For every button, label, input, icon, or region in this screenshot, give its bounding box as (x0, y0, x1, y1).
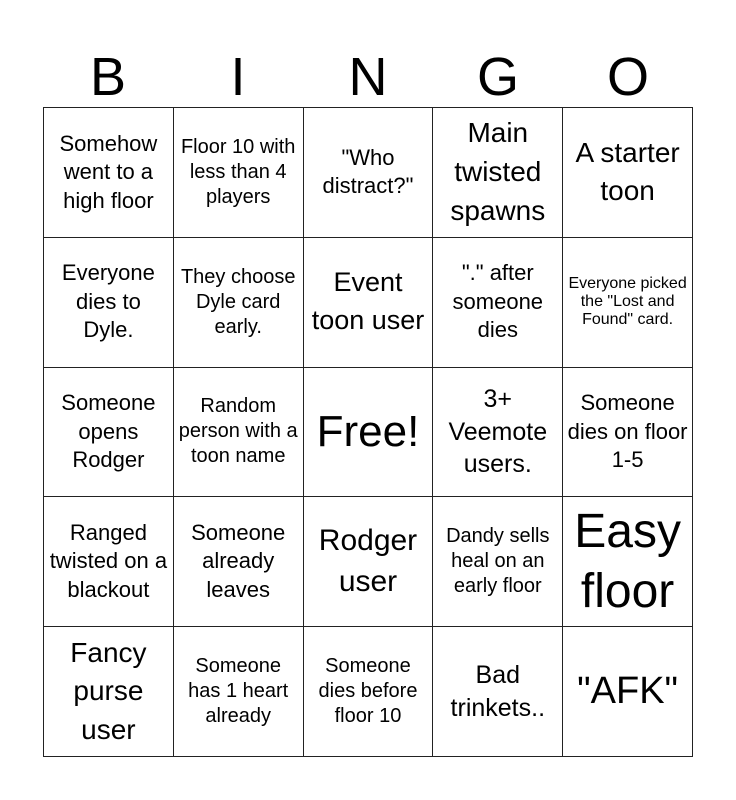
bingo-cell-r3-c1[interactable]: Someone opens Rodger (44, 368, 174, 498)
bingo-cell-r4-c5[interactable]: Easy floor (563, 497, 693, 627)
header-letter-n: N (348, 47, 388, 107)
header-letter-i: I (230, 47, 246, 107)
header-letter-g: G (476, 47, 519, 107)
bingo-cell-r4-c1[interactable]: Ranged twisted on a blackout (44, 497, 174, 627)
bingo-cell-r2-c4[interactable]: "." after someone dies (433, 238, 563, 368)
bingo-cell-r2-c2[interactable]: They choose Dyle card early. (174, 238, 304, 368)
bingo-cell-r2-c3[interactable]: Event toon user (304, 238, 434, 368)
bingo-cell-r3-c3-free[interactable]: Free! (304, 368, 434, 498)
bingo-cell-r5-c2[interactable]: Someone has 1 heart already (174, 627, 304, 757)
bingo-cell-r2-c5[interactable]: Everyone picked the "Lost and Found" card. (563, 238, 693, 368)
bingo-grid (43, 107, 693, 757)
bingo-cell-r3-c4[interactable]: 3+ Veemote users. (433, 368, 563, 498)
bingo-cell-r1-c2[interactable]: Floor 10 with less than 4 players (174, 108, 304, 238)
bingo-cell-r4-c2[interactable]: Someone already leaves (174, 497, 304, 627)
bingo-header (43, 48, 693, 106)
bingo-cell-r5-c5[interactable]: "AFK" (563, 627, 693, 757)
bingo-cell-r3-c5[interactable]: Someone dies on floor 1-5 (563, 368, 693, 498)
bingo-cell-r3-c2[interactable]: Random person with a toon name (174, 368, 304, 498)
bingo-cell-r1-c1[interactable]: Somehow went to a high floor (44, 108, 174, 238)
bingo-cell-r4-c3[interactable]: Rodger user (304, 497, 434, 627)
bingo-cell-r5-c3[interactable]: Someone dies before floor 10 (304, 627, 434, 757)
header-letter-b: B (89, 47, 127, 107)
bingo-cell-r5-c1[interactable]: Fancy purse user (44, 627, 174, 757)
bingo-cell-r1-c3[interactable]: "Who distract?" (304, 108, 434, 238)
bingo-cell-r4-c4[interactable]: Dandy sells heal on an early floor (433, 497, 563, 627)
bingo-cell-r1-c4[interactable]: Main twisted spawns (433, 108, 563, 238)
bingo-cell-r1-c5[interactable]: A starter toon (563, 108, 693, 238)
header-letter-o: O (606, 47, 649, 107)
bingo-cell-r5-c4[interactable]: Bad trinkets.. (433, 627, 563, 757)
bingo-cell-r2-c1[interactable]: Everyone dies to Dyle. (44, 238, 174, 368)
